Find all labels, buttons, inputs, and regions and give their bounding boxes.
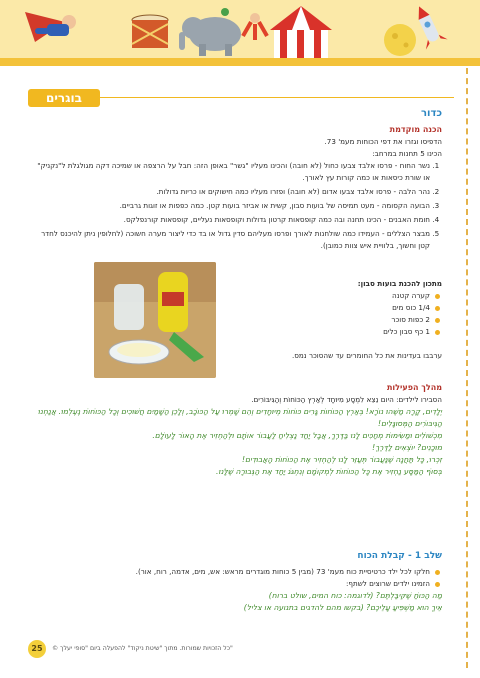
badge-divider	[100, 97, 454, 98]
activity-intro: הסבירו לילדים: היום נֵצֵא לִמְסָע מִיוּחָד לְאַרְץ הַכּוֹחוֹת וְהַגִּיבּוֹרִים.	[251, 395, 442, 404]
recipe-item: 1 כף סבון כלים	[242, 326, 430, 338]
moon-figure	[384, 24, 416, 56]
acrobat-figure	[243, 13, 267, 40]
circus-tent	[270, 6, 332, 58]
header-banner	[0, 0, 480, 66]
recipe-item: קערה קטנה	[242, 290, 430, 302]
story-paragraph: יְלָדִים, קָרָה מַשֶּׁהוּ נוֹרָא! בְּאַרְץ הַכּוֹחוֹת גָּרִים כּוֹחוֹת מְיוּחָדִים וְהֵם שָׁמְרוּ עַל הַכּוֹכָב, וְלָכֵן הַשָּׁמַיִם חֲשׁוּכִים וְכָל הַכּוֹחוֹת נֶעֶלְמוּ. אֲנַחְנוּ הַגִּיבּוֹרִים הַמְּסוּגָּלִים!	[37, 407, 442, 428]
age-group-badge: בוגרים	[28, 89, 100, 107]
station-item: 4. חומת האבנים - הכינו תחנה ובה כמה קופסאות קרטון גדולות וקופסאות נעליים, קופסאות קורנפלקס.	[37, 214, 430, 226]
recipe-note: ערבבו בעדינות את כל החומרים עד שהסוכר נמס.	[291, 351, 442, 360]
header-illustration	[0, 0, 480, 66]
recipe-list	[242, 290, 442, 338]
station-item: 3. הבועה הקסומה - מעט תמיסה של בועות סבון, קשית או אביזר בועות קטן. כמה כפפות או זוגות גרביים.	[37, 200, 430, 212]
stage-item: חלקו לכל ילד כרטיסיית כוח מעמ' 73 (מבין 5 כוחות מוגדרים מראש: אש, מים, אדמה, רוח, אור).	[37, 566, 430, 578]
drum-figure	[132, 15, 168, 48]
stage-question: אֵיךְ הוּא מַשְׁפִּיעַ עָלֵיכֶם? (בקשו מהם להדגים בתנועה או צליל)	[243, 603, 442, 612]
section-title: כדור	[421, 108, 442, 119]
stage-title: שלב 1 - קבלת הכוח	[357, 551, 442, 561]
stations-list	[37, 160, 442, 252]
stage-list	[37, 566, 442, 590]
prep-line: הכינו 5 תחנות במרחב:	[372, 149, 442, 158]
elephant-figure	[179, 8, 241, 56]
recipe-section	[242, 278, 442, 338]
prep-section	[37, 124, 442, 254]
stage-item: הזמינו ילדים שרוצים לשתף:	[37, 578, 430, 590]
story-paragraph: מוּכָנִים? יוֹצְאִים לַדֶּרֶךְ!	[372, 443, 442, 452]
recipe-heading: מתכון להכנת בועות סבון:	[357, 279, 442, 288]
story-paragraph: מִכְשׁוֹלִים וּמַשִּׂימוֹת מְחַכִּים לָנוּ בַּדֶּרֶךְ, אֲבָל יַחַד נַצְלִיחַ לַעֲבוֹר אוֹתָם וּלְהַחְזִיר אֶת הָאוֹר לָעוֹלָם.	[152, 431, 442, 440]
station-item: 5. מבצר הצללים - העמידו כמה שולחנות לאורך ופרסו מעליהם סדין גדול או בד כדי ליצור מערה חשוכה (לחלופין ניתן להיכנס לחדר קטן וחשוך, בלוויית איש צוות כמובן).	[37, 228, 430, 252]
banner-stripe	[0, 58, 480, 66]
superhero-figure	[25, 12, 76, 42]
recipe-item: 1/4 כוס מים	[242, 302, 430, 314]
prep-heading: הכנה מוקדמת	[389, 125, 442, 134]
recipe-item: 2 כפות סוכר	[242, 314, 430, 326]
prep-line: הדפיסו וגזרו את דפי הכוחות מעמ' 73.	[324, 137, 442, 146]
station-item: 2. נהר הלבה - פרסו אלבד צבעו אדום (לא חובה) ופזרו מעליו כמה חישוקים או כריות גדולות.	[37, 186, 430, 198]
story-paragraph: זִכְרוּ, כָּל תַּחֲנָה שֶׁנַּעֲבוֹר תְּעַזֵּר לָנוּ לְהַחְזִיר אֶת הַכּוֹחוֹת הָאֲבוּדִים!	[242, 455, 442, 464]
page-number: 25	[28, 640, 46, 658]
story-paragraph: בְּסוֹף הַמַּסָּע נַחְזִיר אֶת כָּל הַכּוֹחוֹת לְמְקוֹמָם וְנִחְגֹּג יַחַד אֶת הַגְּבוּרָה שֶׁלָּנוּ.	[215, 467, 442, 476]
stage-question: מַה הַכּוֹחַ שֶׁקִּיבַּלְתֶּם? (לדוגמה: כוח המים, שולט ברוח)	[268, 591, 442, 600]
bubble-solution-photo	[94, 262, 216, 378]
stage-section	[37, 550, 442, 614]
activity-heading: מהלך הפעילות	[386, 383, 442, 392]
station-item: 1. נשר החוח - פרסו אלבד צבעו כחול (לא חובה) והכינו מעליו "גשר" באופן הזה: חבל על הרצפה או שמיכה דקה מגולגלת ל"נקניק" או שורת כיסאות או כמה קורות עץ לאורך.	[37, 160, 430, 184]
copyright-footer: © כל הזכויות שמורות. מתוך "שיטת ניקוד" להפעלה ביום "סופי יעלך"	[52, 645, 233, 652]
activity-section	[37, 382, 442, 478]
